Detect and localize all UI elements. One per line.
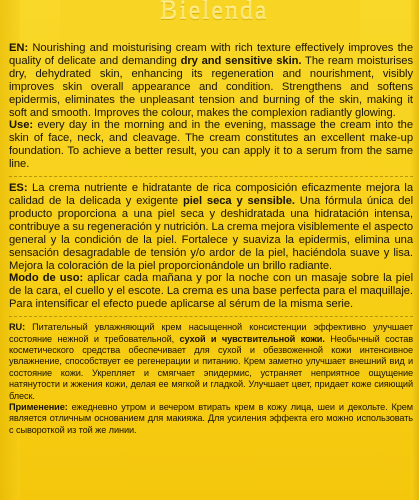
en-use-label: Use: (9, 119, 34, 132)
ru-description (9, 322, 413, 402)
es-use-text: aplicar cada mañana y por la noche con un masaje sobre la piel de la cara, el cuello y el escote. La crema es una base perfecta para el maquillaje. Para intensificar el efecto puede aplicarse al sérum de la misma serie. (9, 272, 414, 311)
ru-use-label: Применение: (9, 401, 68, 412)
brand-logo: Bielenda (160, 0, 269, 25)
en-description (9, 42, 413, 119)
es-lang-label: ES: (9, 182, 28, 195)
en-skin-type: dry and sensitive skin. (180, 54, 302, 67)
divider (9, 176, 413, 177)
divider (9, 316, 413, 317)
product-description (9, 42, 413, 436)
en-text-1: Nourishing and moisturising cream with rich texture effectively improves the quality of delicate and demanding (9, 42, 413, 67)
ru-use-text: ежедневно утром и вечером втирать крем в кожу лица, шеи и декольте. Крем является отличным основанием для макияжа. Для усиления эффекта его можно использовать с сывороткой из той же линии. (9, 401, 413, 435)
en-usage (9, 119, 413, 171)
ru-lang-label: RU: (9, 322, 26, 333)
en-text-2: The ream moisturises dry, dehydrated skin, enhancing its regeneration and nourishment, visibly improves skin overall appearance and condition. Strengthens and softens epidermis, eliminates the unpleasant tension and burning of the skin, making it soft and smooth. Improves the colour, makes the complexion radiantly glowing. (9, 54, 413, 119)
ru-text-1: Питательный увлажняющий крем насыщенной консистенции эффективно улучшает состояние нежной и требовательной, (9, 322, 413, 344)
ru-text-2: Необычный состав косметического средства обеспечивает для сухой и обезвоженной кожи интенсивное увлажнение, способствует ее регенерации и питанию. Крем заметно улучшает внешний вид и состояние кожи. Укрепляет и смягчает эпидермис, устраняет неприятное ощущение натянутости и жжения кожи, делая ее мягкой и гладкой. Улучшает цвет, придает коже сияющий блеск. (9, 333, 413, 401)
ru-skin-type: сухой и чувствительной кожи. (179, 333, 325, 344)
es-text-1: La crema nutriente e hidratante de rica composición eficazmente mejora la calidad de la delicada y exigente (9, 182, 413, 207)
es-usage (9, 272, 413, 311)
es-text-2: Una fórmula única del producto proporciona a una piel seca y deshidratada una hidratación intensa, contribuye a su regeneración y nutrición. La crema mejora visiblemente el aspecto general y la condición de la piel. Fortalece y suaviza la epidermis, elimina una sensación desagradable de tensión y/o ardor de la piel, haciéndola suave y lisa. Mejora la coloración de la piel proporcionándole un brillo radiante. (9, 194, 413, 272)
en-lang-label: EN: (9, 42, 29, 54)
ru-usage (9, 402, 413, 436)
es-description (9, 182, 413, 272)
es-use-label: Modo de uso: (9, 272, 84, 285)
en-use-text: every day in the morning and in the evening, massage the cream into the skin of face, neck, and cleavage. The cream constitutes an excellent make-up foundation. To achieve a better result, you can apply it to a serum from the same line. (9, 119, 413, 171)
es-skin-type: piel seca y sensible. (182, 194, 295, 207)
